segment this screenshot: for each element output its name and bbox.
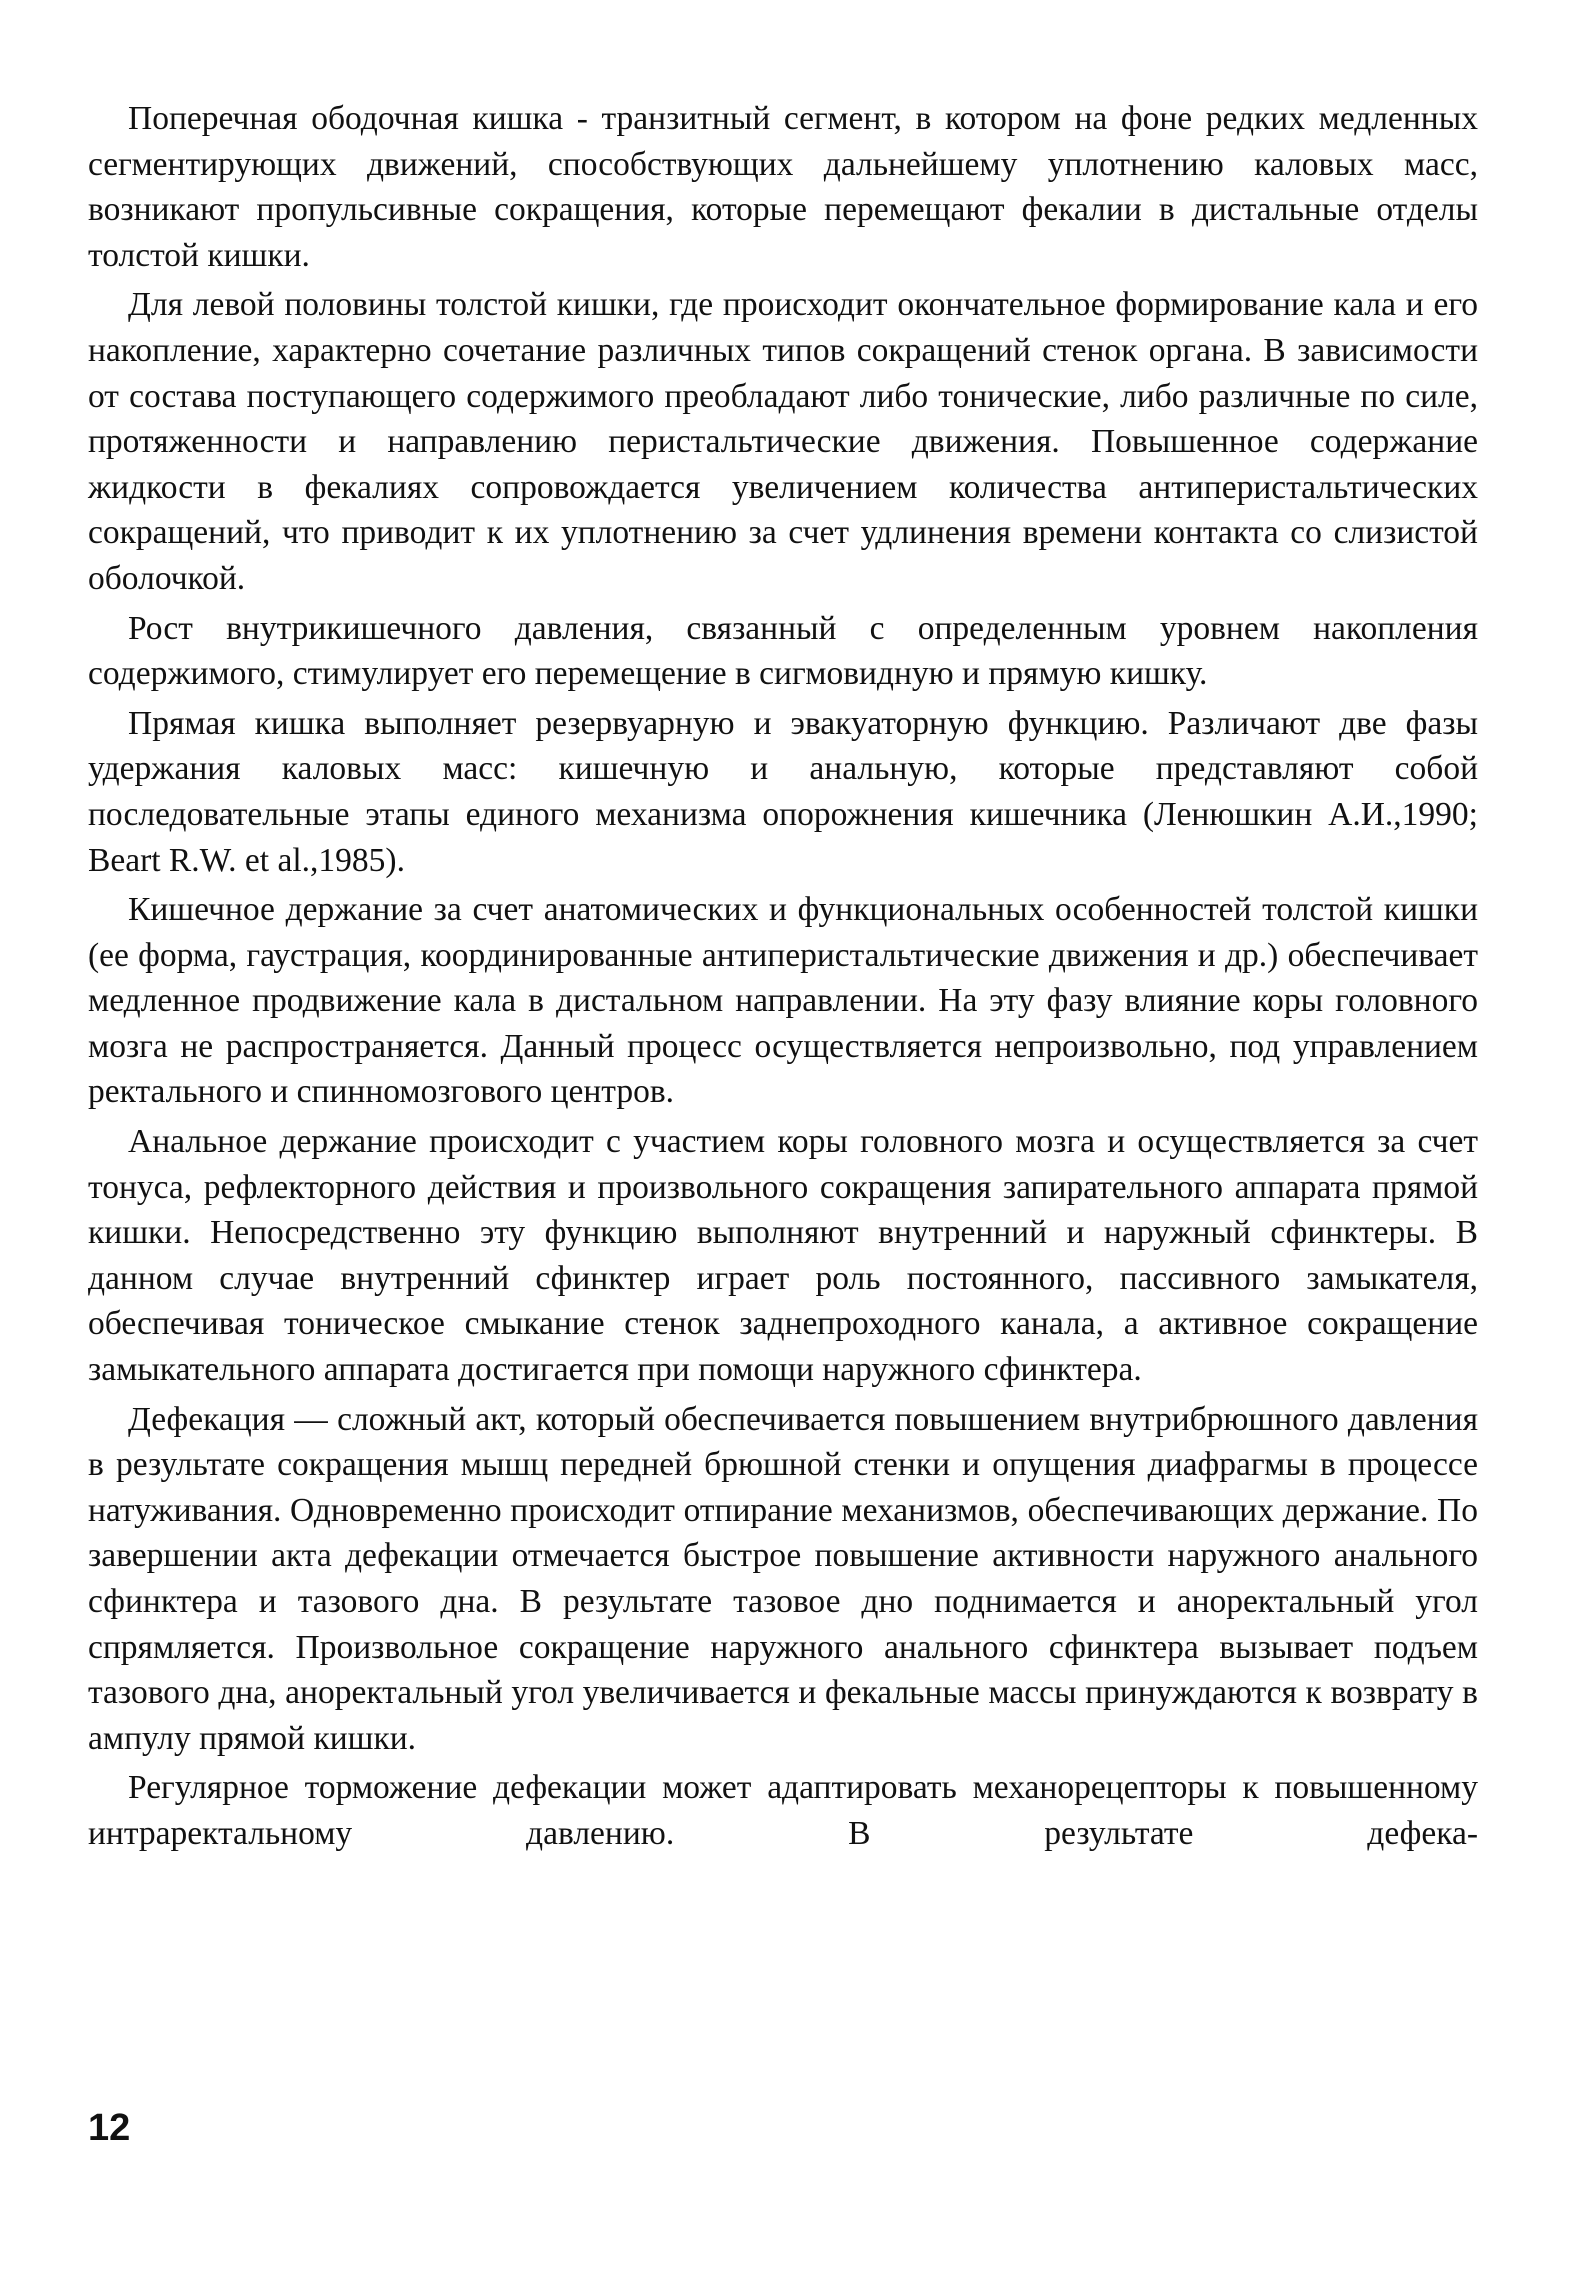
paragraph-intestinal-continence: Кишечное держание за счет анатомических и функциональных особенностей толстой кишки (ее форма, гаустрация, координированные антиперистальтические движения и др.) обеспечивает медленное продвижение кала в дистальном направлении. На эту фазу влияние коры головного мозга не распространяется. Данный процесс осуществляется непроизвольно, под управлением ректального и спинномозгового центров. xyxy=(88,891,1478,1111)
paragraph-defecation-inhibition: Регулярное торможение дефекации может адаптировать механорецепторы к повышенному интраректальному давлению. В результате дефека- xyxy=(88,1769,1478,1852)
paragraph-left-colon: Для левой половины толстой кишки, где происходит окончательное формирование кала и его накопление, характерно сочетание различных типов сокращений стенок органа. В зависимости от состава поступающего содержимого преобладают либо тонические, либо различные по силе, протяженности и направлению перистальтические движения. Повышенное содержание жидкости в фекалиях сопровождается увеличением количества антиперистальтических сокращений, что приводит к их уплотнению за счет удлинения времени контакта со слизистой оболочкой. xyxy=(88,286,1478,597)
body-text xyxy=(88,96,1478,1857)
paragraph-anal-continence: Анальное держание происходит с участием коры головного мозга и осуществляется за счет тонуса, рефлекторного действия и произвольного сокращения запирательного аппарата прямой кишки. Непосредственно эту функцию выполняют внутренний и наружный сфинктеры. В данном случае внутренний сфинктер играет роль постоянного, пассивного замыкателя, обеспечивая тоническое смыкание стенок заднепроходного канала, а активное сокращение замыкательного аппарата достигается при помощи наружного сфинктера. xyxy=(88,1123,1478,1389)
paragraph-rectum-function: Прямая кишка выполняет резервуарную и эвакуаторную функцию. Различают две фазы удержания каловых масс: кишечную и анальную, которые представляют собой последовательные этапы единого механизма опорожнения кишечника (Ленюшкин А.И.,1990; Beart R.W. et al.,1985). xyxy=(88,704,1478,879)
page-number: 12 xyxy=(88,2107,131,2149)
paragraph-defecation: Дефекация — сложный акт, который обеспечивается повышением внутрибрюшного давления в результате сокращения мышц передней брюшной стенки и опущения диафрагмы в процессе натуживания. Одновременно происходит отпирание механизмов, обеспечивающих держание. По завершении акта дефекации отмечается быстрое повышение активности наружного анального сфинктера и тазового дна. В результате тазовое дно поднимается и аноректальный угол спрямляется. Произвольное сокращение наружного анального сфинктера вызывает подъем тазового дна, аноректальный угол увеличивается и фекальные массы принуждаются к возврату в ампулу прямой кишки. xyxy=(88,1400,1478,1757)
paragraph-transverse-colon: Поперечная ободочная кишка - транзитный сегмент, в котором на фоне редких медленных сегментирующих движений, способствующих дальнейшему уплотнению каловых масс, возникают пропульсивные сокращения, которые перемещают фекалии в дистальные отделы толстой кишки. xyxy=(88,100,1478,274)
paragraph-intestinal-pressure: Рост внутрикишечного давления, связанный с определенным уровнем накопления содержимого, стимулирует его перемещение в сигмовидную и прямую кишку. xyxy=(88,609,1478,693)
